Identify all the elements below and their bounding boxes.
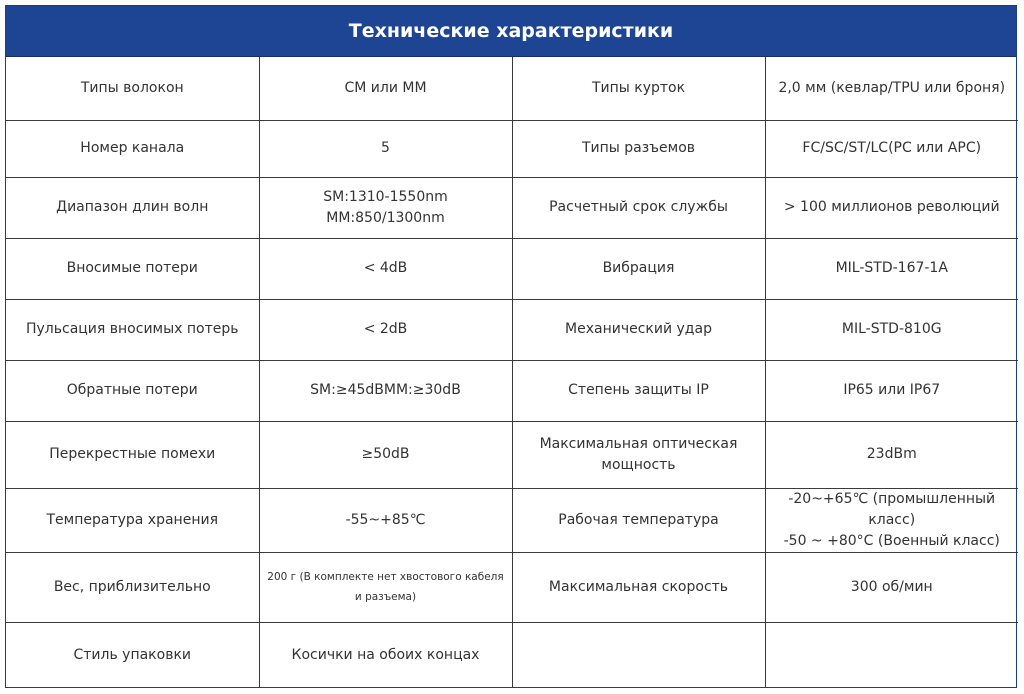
spec-value: < 4dB	[259, 238, 512, 299]
spec-value: MIL-STD-167-1A	[765, 238, 1018, 299]
table-row	[6, 421, 1018, 488]
spec-label: Вносимые потери	[6, 238, 259, 299]
spec-label: Максимальная оптическая мощность	[512, 421, 765, 488]
table-row	[6, 299, 1018, 360]
spec-label: Вес, приблизительно	[6, 552, 259, 622]
table-row	[6, 120, 1018, 177]
spec-value: 2,0 мм (кевлар/TPU или броня)	[765, 57, 1018, 120]
spec-value: 23dBm	[765, 421, 1018, 488]
spec-table-container	[5, 5, 1017, 688]
spec-value: < 2dB	[259, 299, 512, 360]
spec-value: SM:≥45dBMM:≥30dB	[259, 360, 512, 421]
spec-value: ≥50dB	[259, 421, 512, 488]
table-row	[6, 57, 1018, 120]
spec-label: Степень защиты IP	[512, 360, 765, 421]
table-row	[6, 177, 1018, 238]
spec-value: FC/SC/ST/LC(PC или APC)	[765, 120, 1018, 177]
spec-label: Типы волокон	[6, 57, 259, 120]
spec-value: СМ или ММ	[259, 57, 512, 120]
table-row	[6, 360, 1018, 421]
table-row	[6, 552, 1018, 622]
spec-label: Температура хранения	[6, 488, 259, 552]
spec-label	[512, 622, 765, 688]
table-row	[6, 238, 1018, 299]
spec-value: -55~+85℃	[259, 488, 512, 552]
spec-value: Косички на обоих концах	[259, 622, 512, 688]
spec-value: 5	[259, 120, 512, 177]
table-title: Технические характеристики	[6, 6, 1016, 57]
spec-value: 300 об/мин	[765, 552, 1018, 622]
spec-label: Вибрация	[512, 238, 765, 299]
spec-value: 200 г (В комплекте нет хвостового кабеля и разъема)	[259, 552, 512, 622]
table-row	[6, 488, 1018, 552]
spec-label: Пульсация вносимых потерь	[6, 299, 259, 360]
spec-value: IP65 или IP67	[765, 360, 1018, 421]
spec-label: Типы разъемов	[512, 120, 765, 177]
spec-label: Рабочая температура	[512, 488, 765, 552]
spec-value	[765, 622, 1018, 688]
spec-label: Номер канала	[6, 120, 259, 177]
spec-label: Типы курток	[512, 57, 765, 120]
spec-label: Перекрестные помехи	[6, 421, 259, 488]
table-row	[6, 622, 1018, 688]
spec-label: Диапазон длин волн	[6, 177, 259, 238]
spec-label: Расчетный срок службы	[512, 177, 765, 238]
spec-value: MIL-STD-810G	[765, 299, 1018, 360]
spec-value: -20~+65℃ (промышленный класс) -50 ~ +80°C (Военный класс)	[765, 488, 1018, 552]
spec-label: Максимальная скорость	[512, 552, 765, 622]
spec-label: Обратные потери	[6, 360, 259, 421]
spec-label: Механический удар	[512, 299, 765, 360]
spec-value: > 100 миллионов революций	[765, 177, 1018, 238]
spec-table	[6, 57, 1018, 688]
spec-label: Стиль упаковки	[6, 622, 259, 688]
spec-value: SM:1310-1550nm MM:850/1300nm	[259, 177, 512, 238]
